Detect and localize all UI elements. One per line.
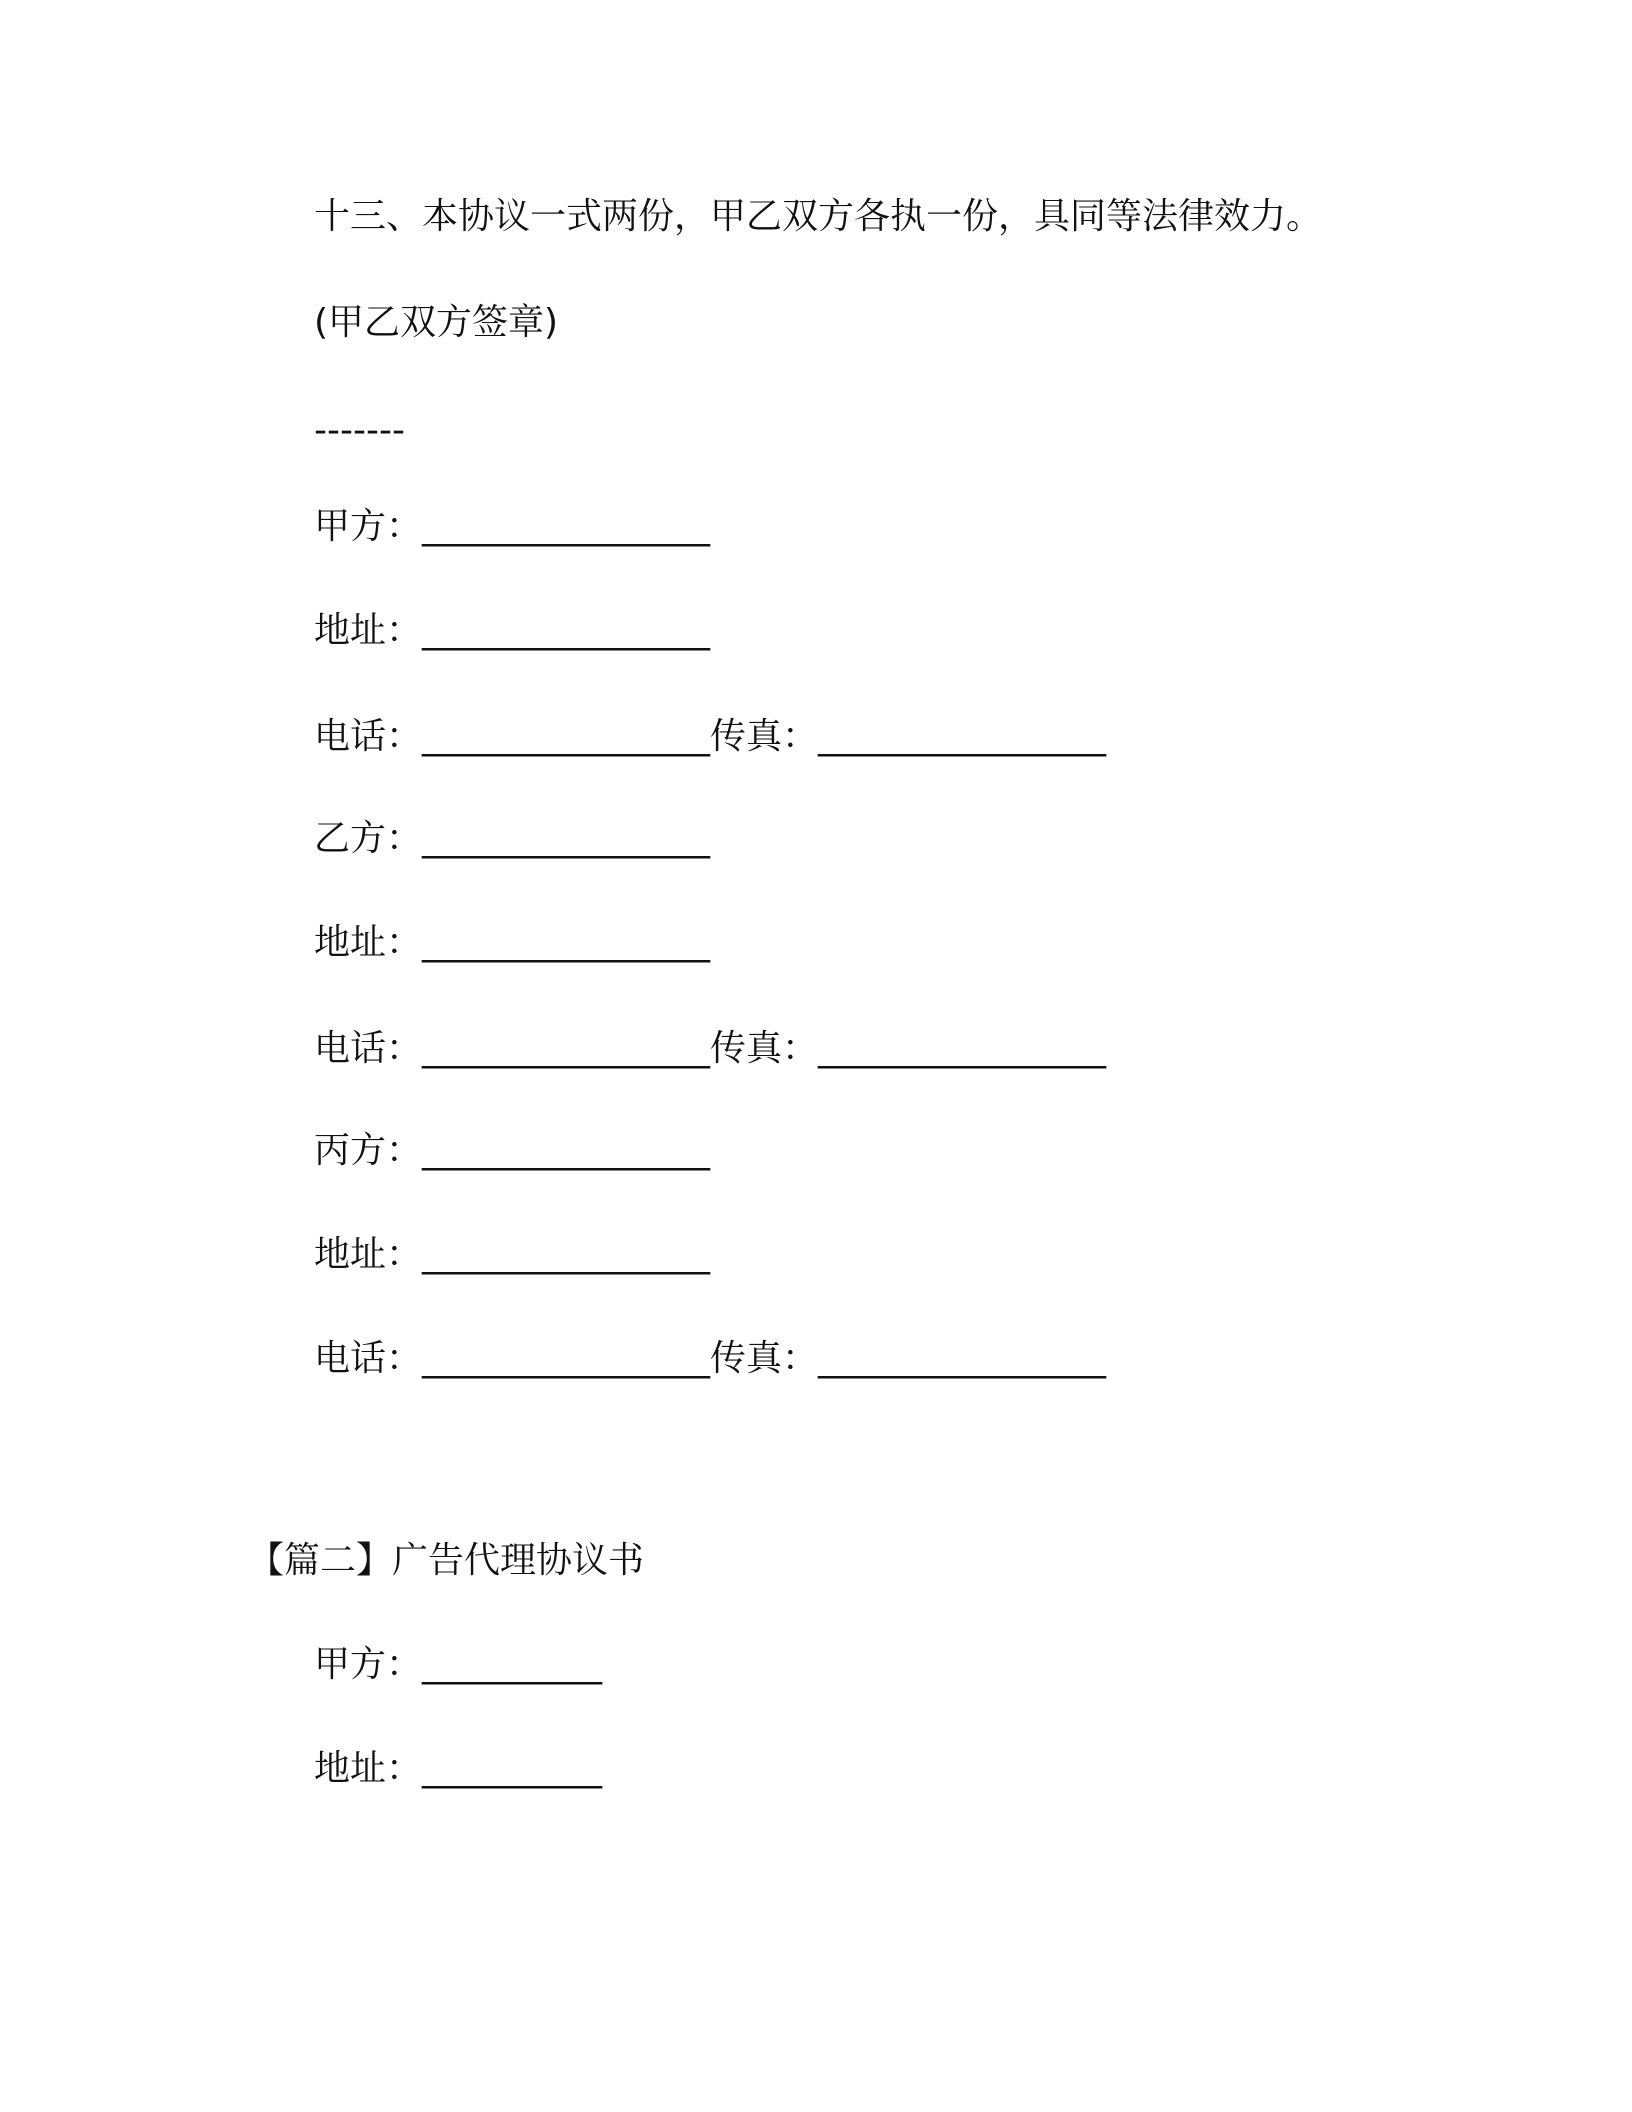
party-b-name-line: 乙方：________________ <box>314 818 711 859</box>
party-c-contact-line: 电话：________________传真：________________ <box>314 1338 1107 1379</box>
section2-address-line: 地址：__________ <box>314 1748 603 1789</box>
party-c-address-line: 地址：________________ <box>314 1234 711 1275</box>
clause-13: 十三、本协议一式两份，甲乙双方各执一份，具同等法律效力。 <box>314 196 1323 237</box>
party-b-address-line: 地址：________________ <box>314 922 711 963</box>
separator: ------- <box>314 410 405 451</box>
party-a-contact-line: 电话：________________传真：________________ <box>314 716 1107 757</box>
party-c-name-line: 丙方：________________ <box>314 1130 711 1171</box>
party-b-contact-line: 电话：________________传真：________________ <box>314 1028 1107 1069</box>
party-a-name-line: 甲方：________________ <box>314 506 711 547</box>
party-a-address-line: 地址：________________ <box>314 610 711 651</box>
section2-party-a-line: 甲方：__________ <box>314 1644 603 1685</box>
signature-note: (甲乙双方签章) <box>314 302 559 343</box>
section2-heading: 【篇二】广告代理协议书 <box>248 1540 645 1581</box>
